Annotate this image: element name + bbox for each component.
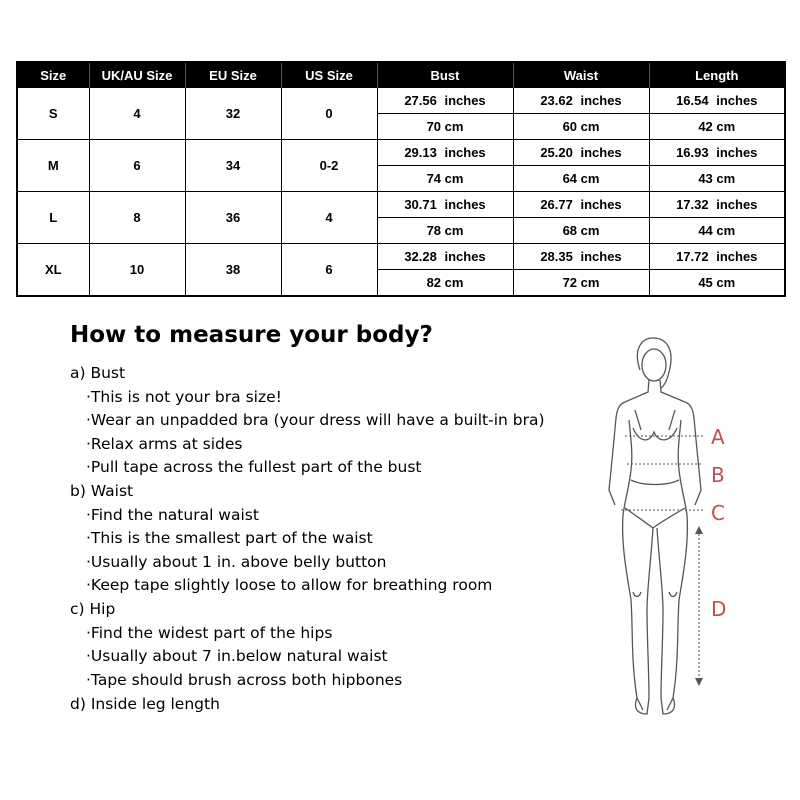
cell-length-cm: 45 cm: [649, 270, 785, 297]
cell-bust-inches: 30.71 inches: [377, 192, 513, 218]
cell-bust-cm: 70 cm: [377, 114, 513, 140]
section-waist-heading: b) Waist: [70, 482, 134, 500]
cell-us: 4: [281, 192, 377, 244]
cell-eu: 38: [185, 244, 281, 297]
cell-size: L: [17, 192, 89, 244]
cell-eu: 36: [185, 192, 281, 244]
header-uk-au-size: UK/AU Size: [89, 62, 185, 88]
cell-waist-cm: 60 cm: [513, 114, 649, 140]
header-length: Length: [649, 62, 785, 88]
cell-uk-au: 8: [89, 192, 185, 244]
tip-item: ·This is the smallest part of the waist: [86, 529, 373, 547]
tip-item: ·Relax arms at sides: [86, 435, 243, 453]
cell-waist-inches: 23.62 inches: [513, 88, 649, 114]
section-hip-heading: c) Hip: [70, 600, 116, 618]
table-header-row: [17, 62, 785, 88]
cell-uk-au: 4: [89, 88, 185, 140]
cell-length-inches: 16.54 inches: [649, 88, 785, 114]
cell-bust-cm: 74 cm: [377, 166, 513, 192]
tip-item: ·Tape should brush across both hipbones: [86, 671, 403, 689]
guide-title: How to measure your body?: [70, 322, 433, 348]
cell-length-cm: 42 cm: [649, 114, 785, 140]
tip-item: ·Usually about 7 in.below natural waist: [86, 647, 388, 665]
cell-size: XL: [17, 244, 89, 297]
tip-item: ·Find the natural waist: [86, 506, 259, 524]
tip-item: ·This is not your bra size!: [86, 388, 282, 406]
tip-item: ·Wear an unpadded bra (your dress will have a built-in bra): [86, 411, 545, 429]
cell-waist-inches: 25.20 inches: [513, 140, 649, 166]
section-inside-leg-heading: d) Inside leg length: [70, 695, 220, 713]
label-a: A: [711, 425, 725, 449]
table-row: [17, 192, 785, 218]
table-row: [17, 88, 785, 114]
label-b: B: [711, 463, 725, 487]
label-d: D: [711, 597, 727, 621]
tip-item: ·Find the widest part of the hips: [86, 624, 333, 642]
cell-size: M: [17, 140, 89, 192]
cell-us: 6: [281, 244, 377, 297]
tip-item: ·Usually about 1 in. above belly button: [86, 553, 387, 571]
body-outline: [609, 338, 701, 714]
cell-us: 0: [281, 88, 377, 140]
cell-bust-inches: 29.13 inches: [377, 140, 513, 166]
cell-uk-au: 6: [89, 140, 185, 192]
header-waist: Waist: [513, 62, 649, 88]
size-chart-table: [16, 61, 786, 297]
cell-bust-cm: 78 cm: [377, 218, 513, 244]
label-c: C: [711, 501, 725, 525]
body-figure-illustration: [585, 330, 735, 720]
header-eu-size: EU Size: [185, 62, 281, 88]
cell-length-cm: 43 cm: [649, 166, 785, 192]
cell-eu: 34: [185, 140, 281, 192]
cell-waist-cm: 72 cm: [513, 270, 649, 297]
section-bust-heading: a) Bust: [70, 364, 126, 382]
cell-size: S: [17, 88, 89, 140]
cell-bust-inches: 32.28 inches: [377, 244, 513, 270]
cell-waist-inches: 26.77 inches: [513, 192, 649, 218]
cell-uk-au: 10: [89, 244, 185, 297]
cell-bust-cm: 82 cm: [377, 270, 513, 297]
cell-waist-inches: 28.35 inches: [513, 244, 649, 270]
tip-item: ·Keep tape slightly loose to allow for breathing room: [86, 576, 493, 594]
cell-waist-cm: 64 cm: [513, 166, 649, 192]
table-row: [17, 244, 785, 270]
cell-us: 0-2: [281, 140, 377, 192]
cell-bust-inches: 27.56 inches: [377, 88, 513, 114]
cell-length-inches: 17.72 inches: [649, 244, 785, 270]
cell-length-inches: 16.93 inches: [649, 140, 785, 166]
header-us-size: US Size: [281, 62, 377, 88]
table-row: [17, 140, 785, 166]
header-size: Size: [17, 62, 89, 88]
cell-length-inches: 17.32 inches: [649, 192, 785, 218]
tip-item: ·Pull tape across the fullest part of the bust: [86, 458, 422, 476]
cell-eu: 32: [185, 88, 281, 140]
cell-waist-cm: 68 cm: [513, 218, 649, 244]
cell-length-cm: 44 cm: [649, 218, 785, 244]
header-bust: Bust: [377, 62, 513, 88]
